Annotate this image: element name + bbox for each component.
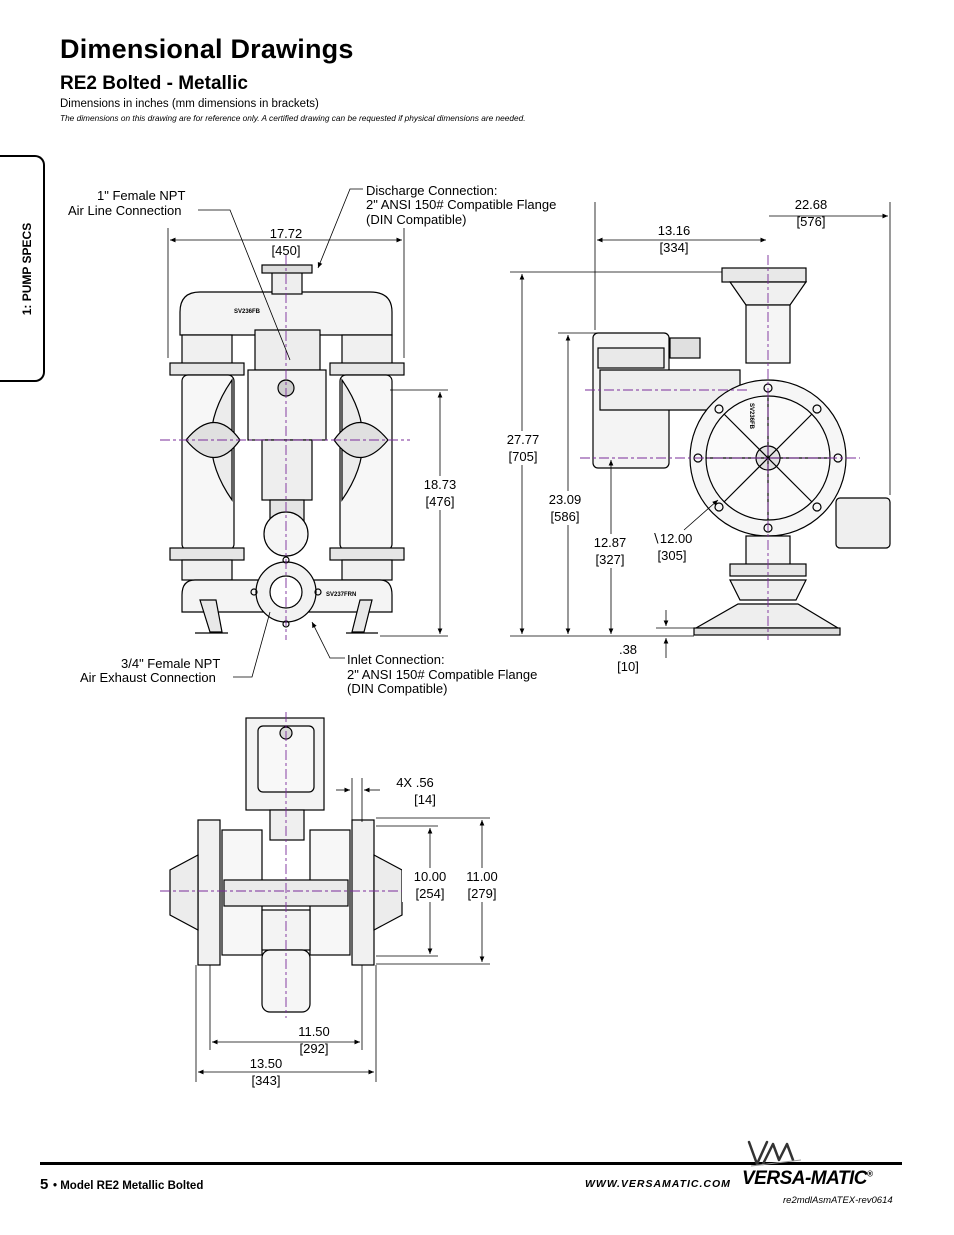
dimension-mm: [476] [425, 494, 455, 509]
dimension-mm: [254] [415, 886, 445, 901]
dimension-mm: [292] [299, 1041, 329, 1056]
section-tab-label: 1: PUMP SPECS [20, 222, 34, 316]
dimension-mm: [305] [657, 548, 687, 563]
dimension-inches: ∖12.00 [651, 531, 693, 546]
dimension-17-72 [258, 225, 314, 259]
inlet-callout-line2: 2" ANSI 150# Compatible Flange [347, 667, 538, 682]
dimension-10-00 [402, 868, 458, 902]
footer-model: • Model RE2 Metallic Bolted [53, 1180, 204, 1192]
page-title: Dimensional Drawings [60, 34, 354, 64]
document-reference: re2mdlAsmATEX-rev0614 [783, 1195, 893, 1206]
dimension-inches: 11.50 [298, 1024, 330, 1039]
brand-name: VERSA-MATIC [742, 1168, 868, 1189]
inlet-callout-line3: (DIN Compatible) [347, 681, 448, 696]
dimension-inches: 27.77 [506, 432, 540, 447]
air-line-callout-line1: 1" Female NPT [97, 188, 186, 203]
discharge-callout-line1: Discharge Connection: [366, 183, 498, 198]
dimension-18-73 [412, 476, 468, 510]
dimension-inches: 11.00 [466, 869, 498, 884]
dimension-11-50 [286, 1023, 342, 1057]
brand-logo [742, 1168, 872, 1190]
dimension-mm: [450] [271, 243, 301, 258]
dimension-13-16 [646, 222, 702, 256]
dimension-mm: [343] [251, 1073, 281, 1088]
dimension-mm: [327] [595, 552, 625, 567]
dimension-inches: 17.72 [269, 226, 303, 241]
footer-website-link[interactable]: WWW.VERSAMATIC.COM [585, 1178, 731, 1190]
dimension-mm: [586] [550, 509, 580, 524]
registered-mark: ® [867, 1169, 873, 1179]
dimension-11-00 [454, 868, 510, 902]
inlet-callout-line1: Inlet Connection: [347, 652, 445, 667]
dimension-12-87 [582, 534, 638, 568]
dimension-mm: [14] [414, 792, 436, 807]
dimension-inches: 18.73 [423, 477, 457, 492]
page-subtitle: RE2 Bolted - Metallic [60, 73, 248, 94]
dimension-22-68 [783, 196, 839, 230]
dimension-4x-0-56 [382, 774, 448, 808]
dimension-inches: .38 [618, 642, 638, 657]
front-view [170, 265, 404, 633]
exhaust-callout-line2: Air Exhaust Connection [80, 670, 216, 685]
dimension-0-38 [600, 641, 656, 675]
dimension-inches: 12.87 [593, 535, 627, 550]
dimension-inches: 22.68 [794, 197, 828, 212]
discharge-callout-line2: 2" ANSI 150# Compatible Flange [366, 197, 557, 212]
side-view [593, 268, 890, 635]
discharge-callout-line3: (DIN Compatible) [366, 212, 467, 227]
disclaimer-note: The dimensions on this drawing are for reference only. A certified drawing can be requested if physical dimensions are needed. [60, 113, 526, 123]
dimension-inches: 23.09 [548, 492, 582, 507]
dimension-inches: 13.16 [657, 223, 691, 238]
dimension-diameter-12-00 [644, 530, 700, 564]
units-note: Dimensions in inches (mm dimensions in brackets) [60, 98, 319, 110]
side-chamber-part-mark: SV236FB [748, 403, 754, 430]
dimension-23-09 [537, 491, 593, 525]
brand-logo-icon [745, 1138, 805, 1168]
dimension-13-50 [238, 1055, 294, 1089]
air-line-callout-line2: Air Line Connection [68, 203, 182, 218]
dimension-27-77 [495, 431, 551, 465]
bottom-manifold-part-mark: SV237FRN [326, 592, 357, 598]
dimension-inches: 13.50 [249, 1056, 283, 1071]
dimension-mm: [279] [467, 886, 497, 901]
dimension-mm: [576] [796, 214, 826, 229]
page-number: 5 [40, 1176, 49, 1193]
dimension-mm: [705] [508, 449, 538, 464]
top-manifold-part-mark: SV236FB [234, 309, 261, 315]
dimension-mm: [334] [659, 240, 689, 255]
dimension-mm: [10] [617, 659, 639, 674]
dimension-inches: 10.00 [413, 869, 447, 884]
exhaust-callout-line1: 3/4" Female NPT [121, 656, 221, 671]
dimension-inches: 4X .56 [396, 775, 434, 790]
